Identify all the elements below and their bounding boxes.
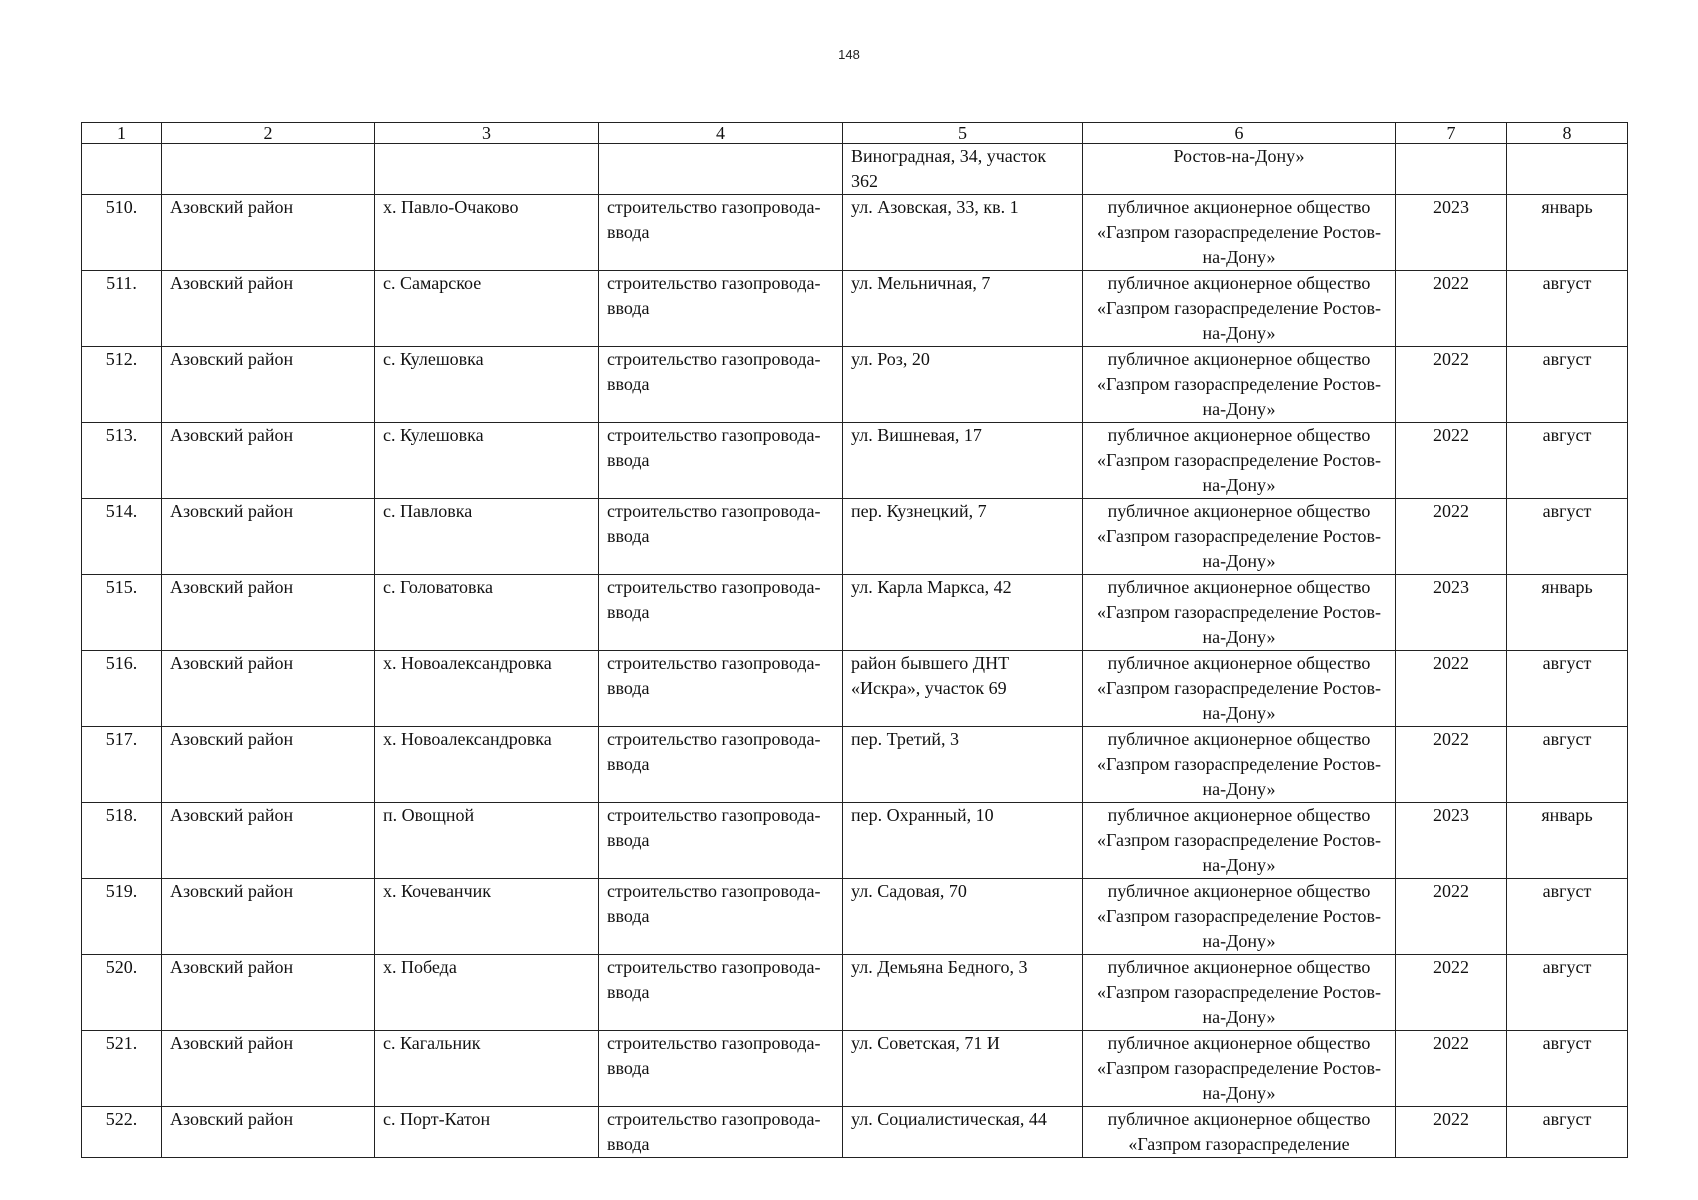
table-row	[82, 499, 1628, 575]
month-cell: август	[1507, 271, 1628, 347]
settlement-cell: х. Павло-Очаково	[375, 195, 599, 271]
table-row	[82, 271, 1628, 347]
organization-cell: Ростов-на-Дону»	[1083, 144, 1396, 195]
settlement-cell: х. Новоалександровка	[375, 727, 599, 803]
work-type-cell: строительство газопровода-ввода	[599, 1031, 843, 1107]
work-type-cell: строительство газопровода-ввода	[599, 1107, 843, 1158]
address-cell: пер. Кузнецкий, 7	[843, 499, 1083, 575]
settlement-cell: с. Порт-Катон	[375, 1107, 599, 1158]
district-cell: Азовский район	[162, 1107, 375, 1158]
year-cell: 2022	[1396, 499, 1507, 575]
table-row	[82, 651, 1628, 727]
address-cell: пер. Третий, 3	[843, 727, 1083, 803]
year-cell: 2022	[1396, 347, 1507, 423]
work-type-cell: строительство газопровода-ввода	[599, 879, 843, 955]
year-cell: 2022	[1396, 271, 1507, 347]
organization-cell: публичное акционерное общество «Газпром газораспределение Ростов-на-Дону»	[1083, 879, 1396, 955]
row-number-cell: 514.	[82, 499, 162, 575]
year-cell: 2023	[1396, 803, 1507, 879]
work-type-cell: строительство газопровода-ввода	[599, 651, 843, 727]
table-row	[82, 955, 1628, 1031]
settlement-cell: х. Победа	[375, 955, 599, 1031]
district-cell: Азовский район	[162, 727, 375, 803]
work-type-cell: строительство газопровода-ввода	[599, 195, 843, 271]
settlement-cell: с. Самарское	[375, 271, 599, 347]
district-cell: Азовский район	[162, 803, 375, 879]
settlement-cell: п. Овощной	[375, 803, 599, 879]
address-cell: пер. Охранный, 10	[843, 803, 1083, 879]
row-number-cell: 520.	[82, 955, 162, 1031]
header-cell: 8	[1507, 123, 1628, 144]
header-cell: 2	[162, 123, 375, 144]
address-cell: ул. Роз, 20	[843, 347, 1083, 423]
settlement-cell: с. Кулешовка	[375, 423, 599, 499]
settlement-cell: с. Кулешовка	[375, 347, 599, 423]
year-cell: 2023	[1396, 195, 1507, 271]
address-cell: район бывшего ДНТ «Искра», участок 69	[843, 651, 1083, 727]
row-number-cell: 515.	[82, 575, 162, 651]
month-cell: август	[1507, 423, 1628, 499]
work-type-cell: строительство газопровода-ввода	[599, 727, 843, 803]
address-cell: Виноградная, 34, участок 362	[843, 144, 1083, 195]
work-type-cell: строительство газопровода-ввода	[599, 499, 843, 575]
year-cell: 2022	[1396, 1031, 1507, 1107]
table-row	[82, 803, 1628, 879]
row-number-cell: 522.	[82, 1107, 162, 1158]
district-cell: Азовский район	[162, 195, 375, 271]
settlement-cell	[375, 144, 599, 195]
month-cell: январь	[1507, 575, 1628, 651]
district-cell: Азовский район	[162, 499, 375, 575]
month-cell	[1507, 144, 1628, 195]
organization-cell: публичное акционерное общество «Газпром газораспределение Ростов-на-Дону»	[1083, 347, 1396, 423]
organization-cell: публичное акционерное общество «Газпром газораспределение Ростов-на-Дону»	[1083, 423, 1396, 499]
row-number-cell: 511.	[82, 271, 162, 347]
year-cell: 2022	[1396, 727, 1507, 803]
year-cell: 2022	[1396, 879, 1507, 955]
gas-pipeline-table	[81, 122, 1628, 1158]
organization-cell: публичное акционерное общество «Газпром газораспределение Ростов-на-Дону»	[1083, 955, 1396, 1031]
month-cell: август	[1507, 347, 1628, 423]
header-cell: 5	[843, 123, 1083, 144]
row-number-cell: 518.	[82, 803, 162, 879]
district-cell: Азовский район	[162, 347, 375, 423]
row-number-cell: 517.	[82, 727, 162, 803]
year-cell: 2023	[1396, 575, 1507, 651]
table-row	[82, 1031, 1628, 1107]
settlement-cell: х. Кочеванчик	[375, 879, 599, 955]
address-cell: ул. Советская, 71 И	[843, 1031, 1083, 1107]
address-cell: ул. Карла Маркса, 42	[843, 575, 1083, 651]
year-cell	[1396, 144, 1507, 195]
continuation-row	[82, 144, 1628, 195]
organization-cell: публичное акционерное общество «Газпром газораспределение Ростов-на-Дону»	[1083, 575, 1396, 651]
column-number-header	[82, 123, 1628, 144]
row-number-cell	[82, 144, 162, 195]
work-type-cell: строительство газопровода-ввода	[599, 423, 843, 499]
row-number-cell: 510.	[82, 195, 162, 271]
district-cell: Азовский район	[162, 575, 375, 651]
row-number-cell: 512.	[82, 347, 162, 423]
header-cell: 1	[82, 123, 162, 144]
settlement-cell: х. Новоалександровка	[375, 651, 599, 727]
organization-cell: публичное акционерное общество «Газпром газораспределение Ростов-на-Дону»	[1083, 499, 1396, 575]
table-row	[82, 879, 1628, 955]
table-row	[82, 423, 1628, 499]
work-type-cell: строительство газопровода-ввода	[599, 955, 843, 1031]
organization-cell: публичное акционерное общество «Газпром газораспределение	[1083, 1107, 1396, 1158]
district-cell: Азовский район	[162, 651, 375, 727]
work-type-cell: строительство газопровода-ввода	[599, 347, 843, 423]
month-cell: август	[1507, 651, 1628, 727]
header-cell: 3	[375, 123, 599, 144]
page-number: 148	[838, 47, 860, 62]
work-type-cell: строительство газопровода-ввода	[599, 803, 843, 879]
work-type-cell: строительство газопровода-ввода	[599, 575, 843, 651]
organization-cell: публичное акционерное общество «Газпром газораспределение Ростов-на-Дону»	[1083, 651, 1396, 727]
row-number-cell: 521.	[82, 1031, 162, 1107]
month-cell: август	[1507, 499, 1628, 575]
header-cell: 4	[599, 123, 843, 144]
address-cell: ул. Мельничная, 7	[843, 271, 1083, 347]
row-number-cell: 513.	[82, 423, 162, 499]
header-cell: 7	[1396, 123, 1507, 144]
table-row	[82, 727, 1628, 803]
organization-cell: публичное акционерное общество «Газпром газораспределение Ростов-на-Дону»	[1083, 1031, 1396, 1107]
table-row	[82, 347, 1628, 423]
work-type-cell: строительство газопровода-ввода	[599, 271, 843, 347]
district-cell: Азовский район	[162, 271, 375, 347]
address-cell: ул. Вишневая, 17	[843, 423, 1083, 499]
address-cell: ул. Азовская, 33, кв. 1	[843, 195, 1083, 271]
month-cell: август	[1507, 727, 1628, 803]
row-number-cell: 516.	[82, 651, 162, 727]
settlement-cell: с. Головатовка	[375, 575, 599, 651]
month-cell: август	[1507, 1107, 1628, 1158]
settlement-cell: с. Кагальник	[375, 1031, 599, 1107]
month-cell: август	[1507, 955, 1628, 1031]
year-cell: 2022	[1396, 423, 1507, 499]
organization-cell: публичное акционерное общество «Газпром газораспределение Ростов-на-Дону»	[1083, 803, 1396, 879]
organization-cell: публичное акционерное общество «Газпром газораспределение Ростов-на-Дону»	[1083, 727, 1396, 803]
table-body	[82, 123, 1628, 1158]
district-cell: Азовский район	[162, 1031, 375, 1107]
district-cell: Азовский район	[162, 955, 375, 1031]
month-cell: январь	[1507, 195, 1628, 271]
district-cell	[162, 144, 375, 195]
address-cell: ул. Садовая, 70	[843, 879, 1083, 955]
work-type-cell	[599, 144, 843, 195]
month-cell: январь	[1507, 803, 1628, 879]
table-row	[82, 1107, 1628, 1158]
table-row	[82, 195, 1628, 271]
organization-cell: публичное акционерное общество «Газпром газораспределение Ростов-на-Дону»	[1083, 271, 1396, 347]
year-cell: 2022	[1396, 651, 1507, 727]
header-cell: 6	[1083, 123, 1396, 144]
address-cell: ул. Демьяна Бедного, 3	[843, 955, 1083, 1031]
organization-cell: публичное акционерное общество «Газпром газораспределение Ростов-на-Дону»	[1083, 195, 1396, 271]
settlement-cell: с. Павловка	[375, 499, 599, 575]
table-row	[82, 575, 1628, 651]
district-cell: Азовский район	[162, 879, 375, 955]
month-cell: август	[1507, 879, 1628, 955]
district-cell: Азовский район	[162, 423, 375, 499]
year-cell: 2022	[1396, 1107, 1507, 1158]
year-cell: 2022	[1396, 955, 1507, 1031]
month-cell: август	[1507, 1031, 1628, 1107]
row-number-cell: 519.	[82, 879, 162, 955]
address-cell: ул. Социалистическая, 44	[843, 1107, 1083, 1158]
